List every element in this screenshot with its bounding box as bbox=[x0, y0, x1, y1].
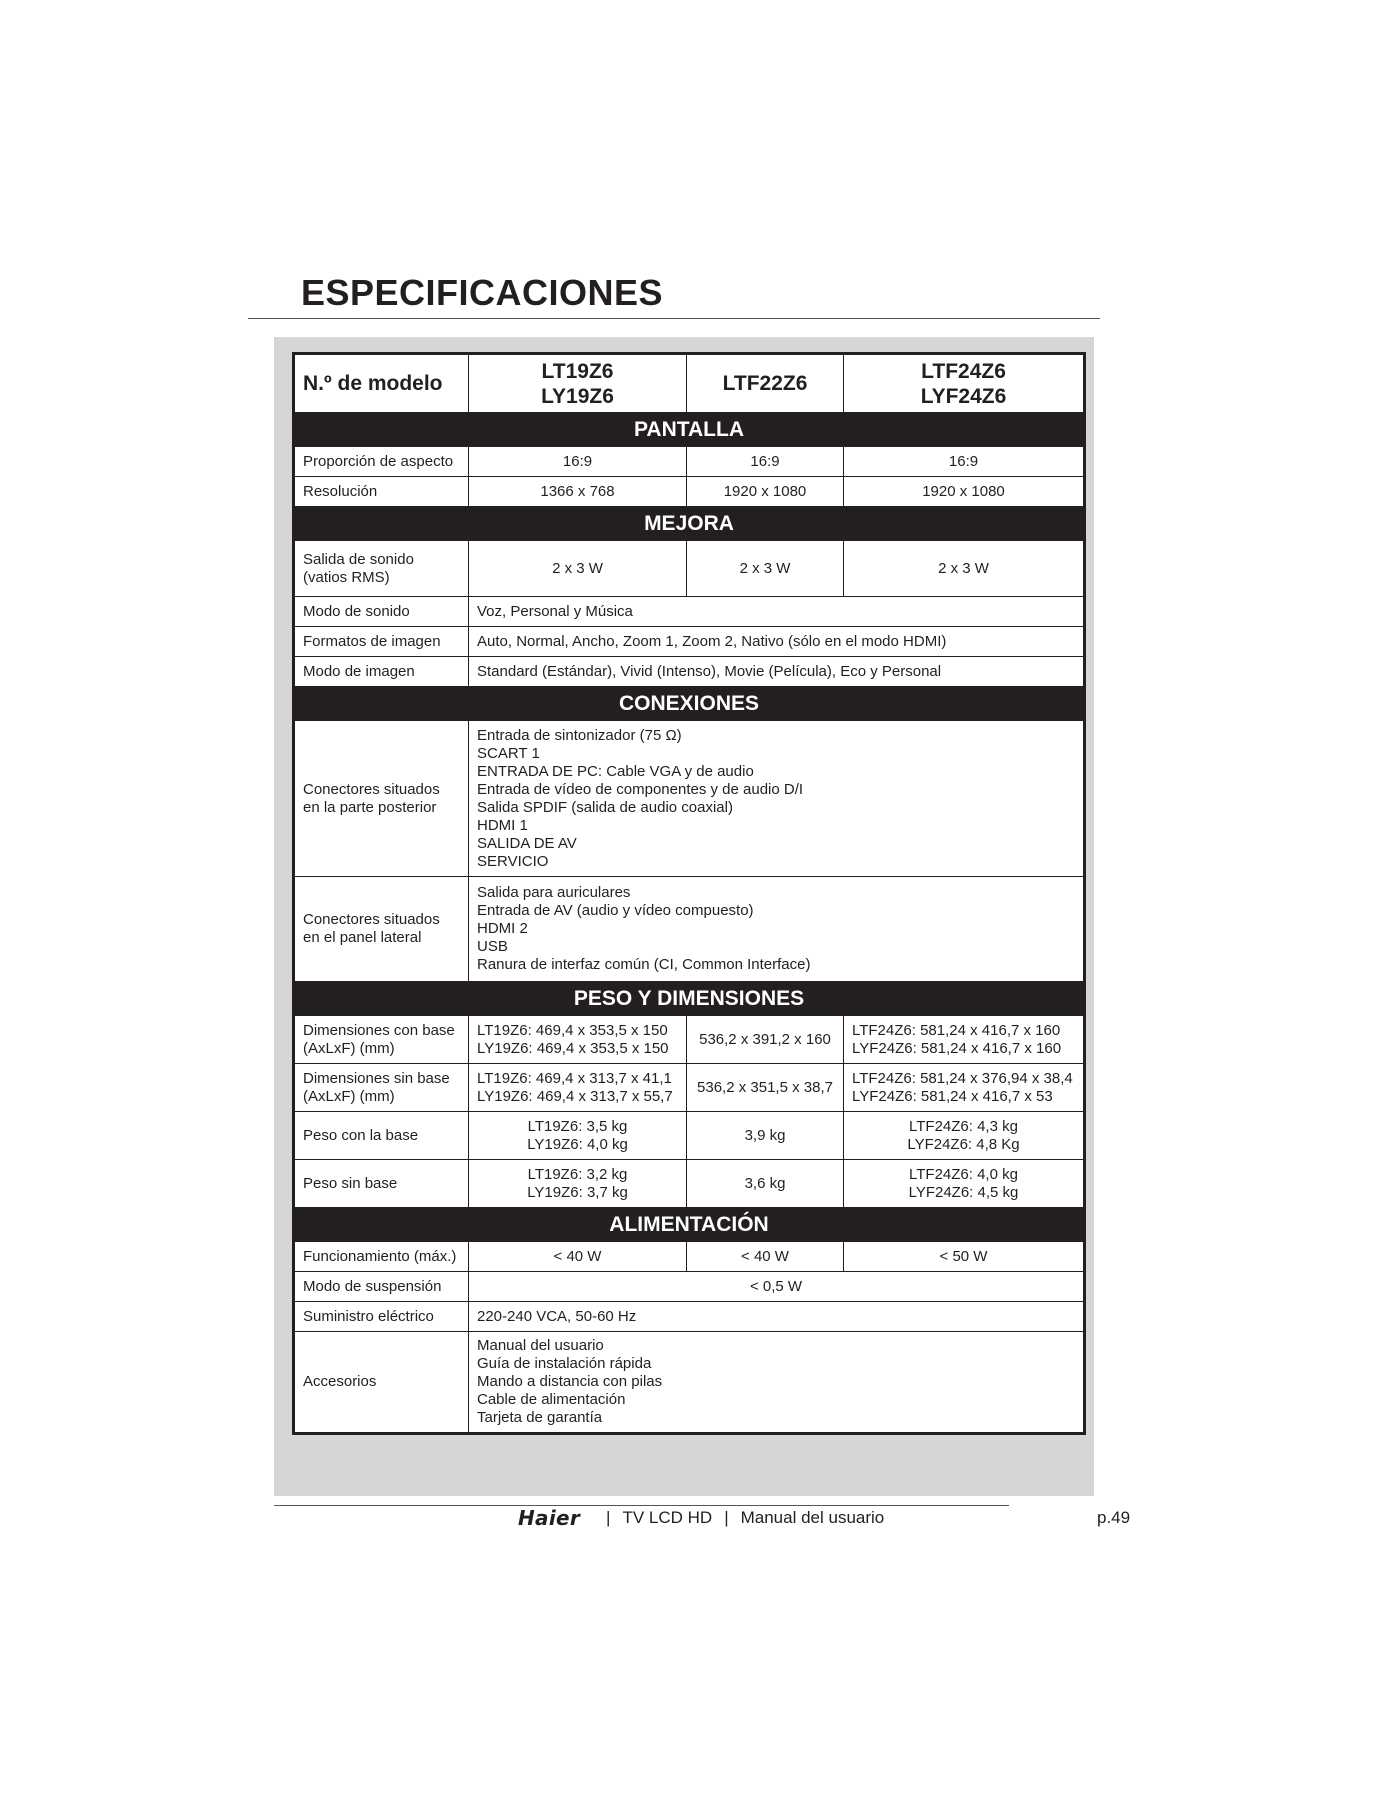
cell-value: < 40 W bbox=[687, 1242, 844, 1272]
section-header-row bbox=[294, 687, 1085, 721]
row-label: Conectores situados en la parte posterior bbox=[294, 721, 469, 877]
page-number: p.49 bbox=[1097, 1508, 1131, 1527]
row-label: Conectores situados en el panel lateral bbox=[294, 877, 469, 982]
model-col-1: LT19Z6 LY19Z6 bbox=[469, 354, 687, 413]
page-title: ESPECIFICACIONES bbox=[301, 272, 664, 313]
cell-value: 1920 x 1080 bbox=[687, 477, 844, 507]
row-label: Modo de suspensión bbox=[294, 1272, 469, 1302]
cell-value: LTF24Z6: 4,0 kg LYF24Z6: 4,5 kg bbox=[844, 1160, 1085, 1208]
cell-value: < 50 W bbox=[844, 1242, 1085, 1272]
table-row bbox=[294, 657, 1085, 687]
table-row bbox=[294, 1332, 1085, 1434]
model-col-3: LTF24Z6 LYF24Z6 bbox=[844, 354, 1085, 413]
title-divider bbox=[248, 318, 1100, 319]
cell-value: LT19Z6: 3,5 kg LY19Z6: 4,0 kg bbox=[469, 1112, 687, 1160]
table-row bbox=[294, 597, 1085, 627]
cell-value: < 40 W bbox=[469, 1242, 687, 1272]
table-row bbox=[294, 1272, 1085, 1302]
cell-value: Voz, Personal y Música bbox=[469, 597, 1085, 627]
section-pantalla: PANTALLA bbox=[294, 413, 1085, 447]
cell-value: 2 x 3 W bbox=[844, 541, 1085, 597]
cell-value: LT19Z6: 469,4 x 353,5 x 150 LY19Z6: 469,4 x 353,5 x 150 bbox=[469, 1016, 687, 1064]
section-header-row bbox=[294, 1208, 1085, 1242]
cell-value: Auto, Normal, Ancho, Zoom 1, Zoom 2, Nativo (sólo en el modo HDMI) bbox=[469, 627, 1085, 657]
row-label: Salida de sonido (vatios RMS) bbox=[294, 541, 469, 597]
cell-value: 536,2 x 351,5 x 38,7 bbox=[687, 1064, 844, 1112]
row-label: Proporción de aspecto bbox=[294, 447, 469, 477]
cell-value: 2 x 3 W bbox=[469, 541, 687, 597]
footer-doc-title: Manual del usuario bbox=[740, 1508, 885, 1527]
cell-value: LTF24Z6: 581,24 x 376,94 x 38,4 LYF24Z6: 581,24 x 416,7 x 53 bbox=[844, 1064, 1085, 1112]
cell-value: 1920 x 1080 bbox=[844, 477, 1085, 507]
row-label: Resolución bbox=[294, 477, 469, 507]
table-row bbox=[294, 1242, 1085, 1272]
row-label: Formatos de imagen bbox=[294, 627, 469, 657]
model-number-label: N.º de modelo bbox=[294, 354, 469, 413]
section-header-row bbox=[294, 982, 1085, 1016]
row-label: Suministro eléctrico bbox=[294, 1302, 469, 1332]
cell-value: 3,6 kg bbox=[687, 1160, 844, 1208]
cell-value: 536,2 x 391,2 x 160 bbox=[687, 1016, 844, 1064]
table-row bbox=[294, 447, 1085, 477]
cell-value: 16:9 bbox=[687, 447, 844, 477]
table-row bbox=[294, 1016, 1085, 1064]
cell-value: < 0,5 W bbox=[469, 1272, 1085, 1302]
row-label: Dimensiones sin base (AxLxF) (mm) bbox=[294, 1064, 469, 1112]
cell-value: 16:9 bbox=[469, 447, 687, 477]
cell-value: Entrada de sintonizador (75 Ω) SCART 1 ENTRADA DE PC: Cable VGA y de audio Entrada de vídeo de componentes y de audio D/I Salida SPDIF (salida de audio coaxial) HDMI 1 SALIDA DE AV SERVICIO bbox=[469, 721, 1085, 877]
table-row bbox=[294, 1112, 1085, 1160]
table-row bbox=[294, 627, 1085, 657]
row-label: Peso sin base bbox=[294, 1160, 469, 1208]
cell-value: 3,9 kg bbox=[687, 1112, 844, 1160]
table-row bbox=[294, 1064, 1085, 1112]
table-header-row bbox=[294, 354, 1085, 413]
cell-value: 220-240 VCA, 50-60 Hz bbox=[469, 1302, 1085, 1332]
brand-logo: Haier bbox=[518, 1506, 581, 1530]
section-alimentacion: ALIMENTACIÓN bbox=[294, 1208, 1085, 1242]
specifications-table bbox=[292, 352, 1086, 1435]
row-label: Funcionamiento (máx.) bbox=[294, 1242, 469, 1272]
section-conexiones: CONEXIONES bbox=[294, 687, 1085, 721]
footer-separator: | bbox=[724, 1508, 729, 1527]
cell-value: LTF24Z6: 4,3 kg LYF24Z6: 4,8 Kg bbox=[844, 1112, 1085, 1160]
table-row bbox=[294, 1302, 1085, 1332]
footer-product: TV LCD HD bbox=[622, 1508, 713, 1527]
section-mejora: MEJORA bbox=[294, 507, 1085, 541]
row-label: Modo de imagen bbox=[294, 657, 469, 687]
cell-value: LTF24Z6: 581,24 x 416,7 x 160 LYF24Z6: 581,24 x 416,7 x 160 bbox=[844, 1016, 1085, 1064]
table-row bbox=[294, 1160, 1085, 1208]
row-label: Dimensiones con base (AxLxF) (mm) bbox=[294, 1016, 469, 1064]
table-row bbox=[294, 477, 1085, 507]
section-peso: PESO Y DIMENSIONES bbox=[294, 982, 1085, 1016]
section-header-row bbox=[294, 507, 1085, 541]
cell-value: 16:9 bbox=[844, 447, 1085, 477]
cell-value: LT19Z6: 3,2 kg LY19Z6: 3,7 kg bbox=[469, 1160, 687, 1208]
cell-value: Standard (Estándar), Vivid (Intenso), Movie (Película), Eco y Personal bbox=[469, 657, 1085, 687]
table-row bbox=[294, 721, 1085, 877]
cell-value: 1366 x 768 bbox=[469, 477, 687, 507]
cell-value: Salida para auriculares Entrada de AV (audio y vídeo compuesto) HDMI 2 USB Ranura de interfaz común (CI, Common Interface) bbox=[469, 877, 1085, 982]
cell-value: Manual del usuario Guía de instalación rápida Mando a distancia con pilas Cable de alimentación Tarjeta de garantía bbox=[469, 1332, 1085, 1434]
table-row bbox=[294, 541, 1085, 597]
cell-value: LT19Z6: 469,4 x 313,7 x 41,1 LY19Z6: 469,4 x 313,7 x 55,7 bbox=[469, 1064, 687, 1112]
row-label: Modo de sonido bbox=[294, 597, 469, 627]
row-label: Accesorios bbox=[294, 1332, 469, 1434]
cell-value: 2 x 3 W bbox=[687, 541, 844, 597]
table-row bbox=[294, 877, 1085, 982]
section-header-row bbox=[294, 413, 1085, 447]
model-col-2: LTF22Z6 bbox=[687, 354, 844, 413]
footer-separator: | bbox=[606, 1508, 611, 1527]
row-label: Peso con la base bbox=[294, 1112, 469, 1160]
footer bbox=[518, 1505, 884, 1531]
